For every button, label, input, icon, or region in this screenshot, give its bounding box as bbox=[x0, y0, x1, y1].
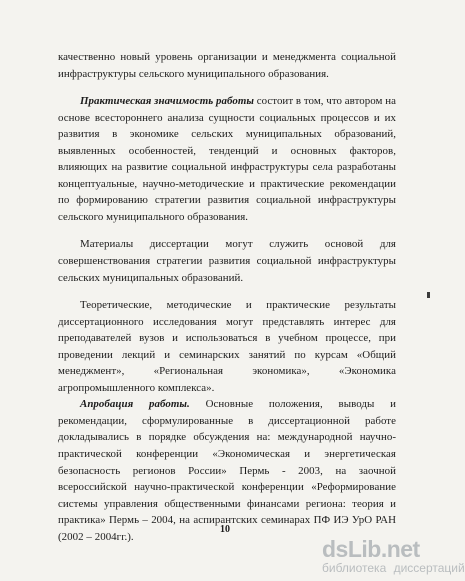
paragraph-1 bbox=[58, 49, 396, 82]
page-number: 10 bbox=[220, 524, 230, 535]
paragraph-5-heading: Апробация работы. bbox=[80, 398, 190, 411]
paragraph-3 bbox=[58, 236, 396, 286]
paragraph-3-text: Материалы диссертации могут служить основой для совершенствования стратегии развития социальной инфраструктуры сельских муниципальных образований. bbox=[58, 238, 396, 284]
watermark-logo-text: dsLib.net bbox=[322, 536, 420, 562]
paragraph-5 bbox=[58, 396, 396, 545]
scan-speck bbox=[427, 292, 430, 298]
paragraph-1-text: качественно новый уровень организации и менеджмента социальной инфраструктуры сельского муниципального образования. bbox=[58, 51, 396, 80]
paragraph-2-heading: Практическая значимость работы bbox=[80, 95, 254, 108]
paragraph-4 bbox=[58, 297, 396, 396]
paragraph-4-text: Теоретические, методические и практические результаты диссертационного исследования могут представлять интерес для преподавателей вузов и использоваться в учебном процессе, при проведении лекций и семинарских занятий по курсам «Общий менеджмент», «Региональная экономика», «Экономика агропромышленного комплекса». bbox=[58, 299, 396, 394]
paragraph-5-text: Основные положения, выводы и рекомендации, сформулированные в диссертационной работе докладывались в порядке обсуждения на: международной научно-практической конференции «Экономическая и энергетическая безопасность регионов России» Пермь - 2003, на заочной всероссийской научно-практической конференции «Реформирование системы управления общественными финансами региона: теория и практика» Пермь – 2004, на аспирантских семинарах ПФ ИЭ УрО РАН (2002 – 2004гг.). bbox=[58, 398, 397, 543]
paragraph-2-text: состоит в том, что автором на основе всестороннего анализа сущности социальных процессов и их развития в экономике сельских муниципальных образований, выявленных особенностей, тенденций и основных факторов, влияющих на развитие социальной инфраструктуры села разработаны концептуальные, научно-методические и практические рекомендации по формированию стратегии развития социальной инфраструктуры сельского муниципального образования. bbox=[58, 95, 396, 223]
watermark-line-1: библиотека bbox=[322, 561, 387, 575]
body-text bbox=[58, 49, 396, 545]
watermark-subtitle bbox=[322, 561, 465, 575]
paragraph-2 bbox=[58, 93, 396, 225]
watermark-line-2: диссертаций bbox=[393, 561, 465, 575]
watermark-logo bbox=[322, 536, 465, 577]
